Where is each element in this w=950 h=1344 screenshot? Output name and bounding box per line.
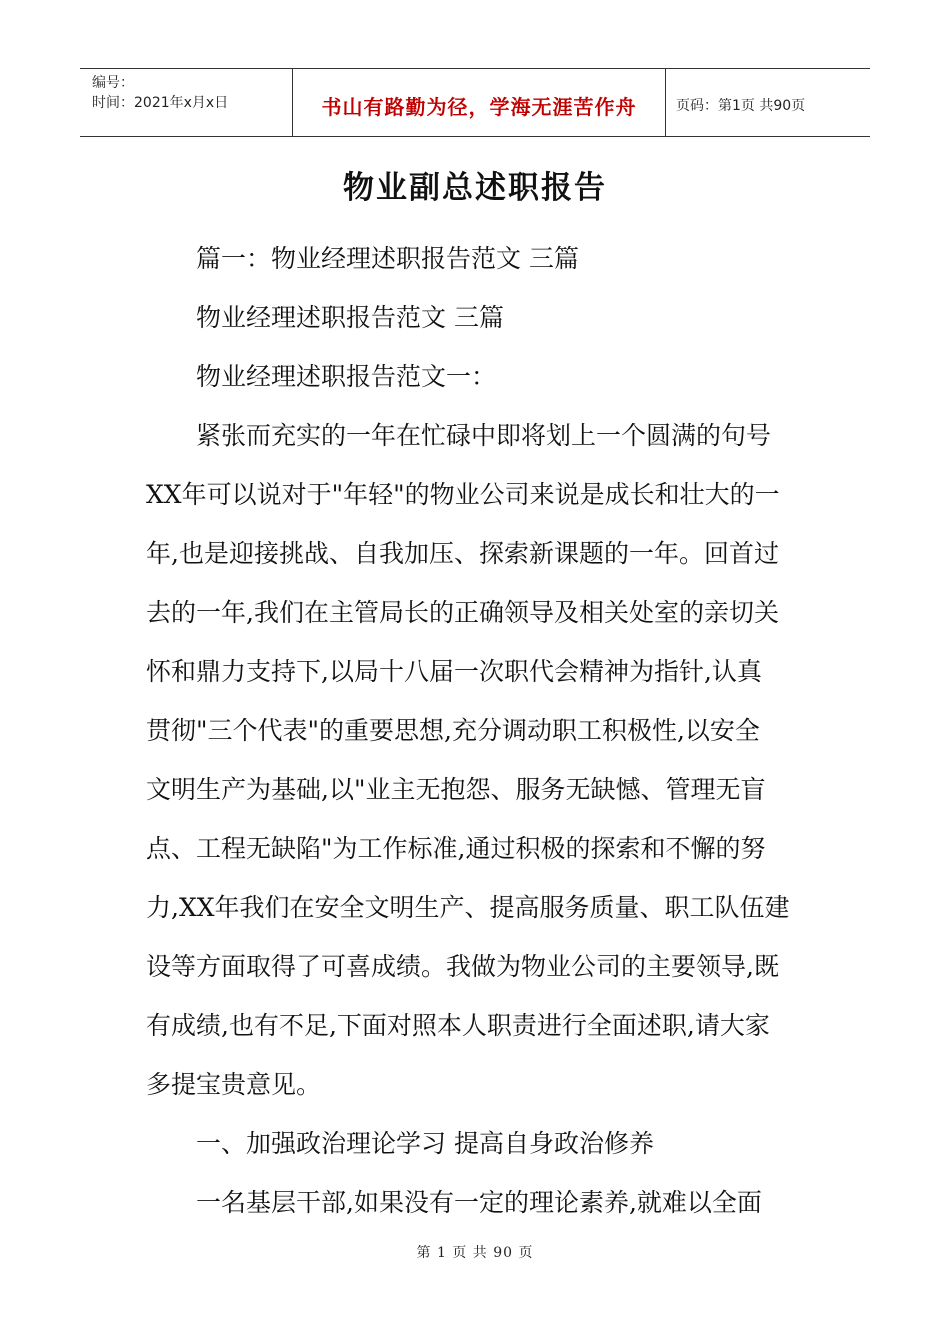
section-heading: 篇一：物业经理述职报告范文 三篇 xyxy=(196,244,579,273)
section-heading: 一、加强政治理论学习 提高自身政治修养 xyxy=(196,1129,654,1158)
document-title: 物业副总述职报告 xyxy=(343,170,607,206)
header-page-info: 页码：第1页 共90页 xyxy=(676,97,806,114)
page-footer: 第 1 页 共 90 页 xyxy=(416,1245,534,1261)
paragraph-line: 有成绩,也有不足,下面对照本人职责进行全面述职,请大家 xyxy=(146,1011,770,1040)
paragraph-line: 贯彻"三个代表"的重要思想,充分调动职工积极性,以安全 xyxy=(146,716,760,745)
paragraph-line: 年,也是迎接挑战、自我加压、探索新课题的一年。回首过 xyxy=(146,539,779,568)
paragraph-line: 点、工程无缺陷"为工作标准,通过积极的探索和不懈的努 xyxy=(146,834,766,863)
date-label: 时间：2021年x月x日 xyxy=(92,95,229,111)
paragraph-line: 力,XX年我们在安全文明生产、提高服务质量、职工队伍建 xyxy=(146,893,790,922)
paragraph-line: 文明生产为基础,以"业主无抱怨、服务无缺憾、管理无盲 xyxy=(146,775,766,804)
serial-label: 编号： xyxy=(92,75,134,91)
paragraph-line: XX年可以说对于"年轻"的物业公司来说是成长和壮大的一 xyxy=(146,480,780,509)
header-motto: 书山有路勤为径，学海无涯苦作舟 xyxy=(293,69,666,136)
document-header xyxy=(80,68,870,137)
header-meta xyxy=(80,69,293,136)
subheading: 物业经理述职报告范文 三篇 xyxy=(196,303,504,332)
paragraph-line: 紧张而充实的一年在忙碌中即将划上一个圆满的句号 xyxy=(196,421,772,450)
subheading: 物业经理述职报告范文一： xyxy=(196,362,497,391)
paragraph-line: 怀和鼎力支持下,以局十八届一次职代会精神为指针,认真 xyxy=(146,657,762,686)
paragraph-line: 多提宝贵意见。 xyxy=(146,1070,322,1099)
document-body xyxy=(146,232,806,1229)
paragraph-line: 设等方面取得了可喜成绩。我做为物业公司的主要领导,既 xyxy=(146,952,779,981)
paragraph-line: 去的一年,我们在主管局长的正确领导及相关处室的亲切关 xyxy=(146,598,779,627)
paragraph-line: 一名基层干部,如果没有一定的理论素养,就难以全面 xyxy=(196,1188,762,1217)
